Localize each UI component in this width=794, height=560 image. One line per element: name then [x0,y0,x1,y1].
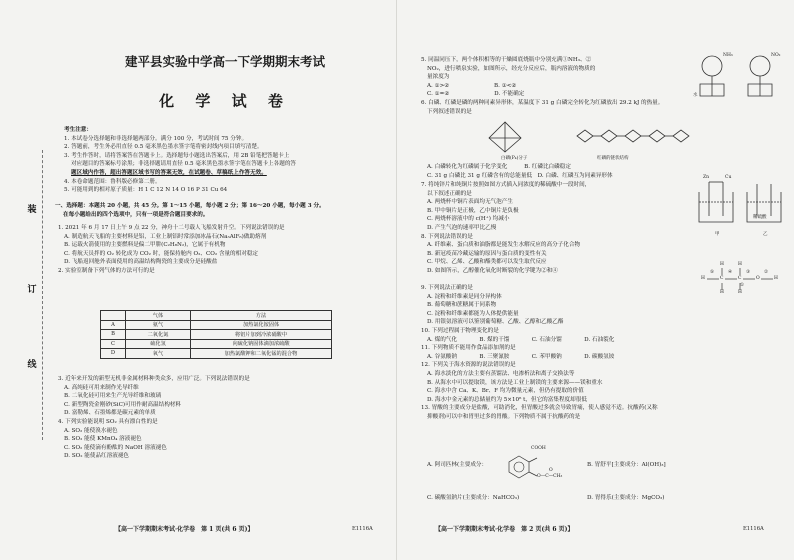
table-cell: A [101,320,126,330]
question-option: C. 将航天员拌的 O₂ 转化成为 CO₂ 时，能保持舱内 O₂、CO₂ 含量的相对稳定 [64,250,259,257]
structure-atom: H [720,262,724,267]
question-option: B. 运载火箭使用的主要燃料是偏二甲肼(C₂H₈N₂)，它属于有机物 [64,242,226,249]
question-option: C. 碳酸氢钠片(主要成分：NaHCO₃) [427,495,520,501]
question-option: D. 如图所示，乙醇催化氧化时断裂的化学键为②和④ [427,267,558,274]
question-option: D. SO₂ 能使品红溶液褪色 [64,453,130,460]
question-stem: 11. 下列物质不能用作食品添加剂的是 [421,345,516,352]
bond-number: ② [764,270,769,275]
binding-gutter [22,150,43,440]
table-header [101,311,126,321]
question-option: C. 两烧杯溶液中的 c(H⁺) 均减小 [427,216,510,223]
question-option: B. 二氧化硅可用来生产光导纤维和玻璃 [64,393,162,400]
table-header: 气体 [126,311,191,321]
question-stem: 4. 下列实验能说明 SO₂ 具有漂白性的是 [58,418,158,425]
galvanic-beaker-figure [695,178,787,230]
figure-caption: 红磷的链状结构 [597,156,629,161]
question-stem: 量浓度为 [427,74,450,81]
question-option: A. 阿司匹林(主要成分： [427,462,488,468]
question-option: B. 胃舒平[主要成分：Al(OH)₃] [587,462,666,468]
question-stem: 10. 下列过程属于物理变化的是 [421,327,499,334]
question-option: D. 飞船返回舱外表面使用的高温结构陶瓷的主要成分是硅酸盐 [64,259,218,266]
gutter-mark: 订 [22,285,42,295]
flask-label: NO₂ [771,53,781,58]
bond-number: ① [740,283,745,288]
table-cell: C [101,339,126,349]
question-option: C. 新型陶瓷金刚砂(SiC)可用作耐高温结构材料 [64,401,181,408]
structure-group: O—C—CH₃ [537,474,563,479]
table-cell: B [101,330,126,340]
structure-group: COOH [531,446,546,451]
beaker-label: 甲 [715,232,720,237]
question-stem: 3. 近年来开发的新型无机非金属材料种类众多，应用广泛。下列说法错误的是 [58,376,250,382]
table-row [101,320,332,330]
questions-7-8 [421,181,691,276]
table-cell: 二氧化氮 [126,330,191,340]
question-option: A. SO₂ 能使溴水褪色 [64,427,118,434]
question-option: B. 甲中铜片是正极，乙中铜片是负极 [427,207,519,214]
question-option: D. 富勒烯、石墨烯都是碳元素的单质 [64,410,156,417]
page-footer: 【高一下学期期末考试·化学卷 第 1 页(共 6 页)】 [115,526,254,533]
exam-page-2 [397,0,794,560]
question-stem: 1. 2021 年 6 月 17 日上午 9 点 22 分，神舟十二号载人飞船发射升空。下列说法错误的是 [58,225,285,231]
beaker-label: 乙 [763,232,768,237]
notice-line: 题区域内作答，超出答题区域书写的答案无效，在试题卷、草稿纸上作答无效。 [71,169,267,176]
bond-number: ⑤ [710,270,715,275]
figure-caption: 白磷(P₄)分子 [501,156,528,161]
bond-number: ③ [746,270,751,275]
question-option: D. 海水中金元素的总储量约为 5×10⁶ t，但它的富集程度却很低 [427,396,587,403]
question-option: B. SO₂ 能使 KMnO₄ 溶液褪色 [64,436,142,443]
question-option: A. 谷氨酸钠 B. 三聚氰胺 C. 苯甲酸钠 D. 碳酸氢铵 [427,353,615,360]
question-stem: 5. 同温同压下，两个体积相等的干燥圆底烧瓶中分别充满①NH₃、② [421,57,592,63]
question-stem: 7. 将纯锌片和纯铜片按照如图方式插入同浓度的稀硫酸中一段时间， [421,182,591,188]
table-cell: 氨气 [126,320,191,330]
gutter-mark: 线 [22,360,42,370]
table-cell: D [101,349,126,359]
questions-9-13 [421,284,789,422]
page-footer: 【高一下学期期末考试·化学卷 第 2 页(共 6 页)】 [435,526,574,533]
question-option: A. 两烧杯中铜片表面均无气泡产生 [427,199,513,206]
question-stem: 9. 下列说法正确的是 [421,285,473,291]
structure-atom: C [738,276,742,281]
question-option: A. 制造航天飞船的主要材料是铝，工业上制铝时常添加冰晶石(Na₃AlF₆)做助熔剂 [64,233,267,240]
notice-line: 1. 本试卷分选择题和非选择题两部分。满分 100 分，考试时间 75 分钟。 [64,135,248,142]
phosphorus-structures-figure [467,118,717,158]
question-6-stem [421,99,786,116]
question-option: A. 淀粉和纤维素是同分异构体 [427,293,502,300]
question-option: D. 产生气泡的速率甲比乙慢 [427,224,497,231]
questions-5-6 [421,56,691,99]
fountain-flask-figure [690,52,788,100]
question-stem: 以下叙述正确的是 [427,190,472,197]
question-stem: 13. 胃酸的主要成分是盐酸，可助消化，但胃酸过多就会导致胃痛，使人感觉不适。抗酸药(又称 [421,405,658,412]
question-option: A. 高纯硅可用来制作光导纤维 [64,384,139,391]
question-option: D. 用银氨溶液可以鉴别葡萄糖、乙酸、乙醇和乙酸乙酯 [427,319,564,326]
table-cell: 将铝片加到冷浓硝酸中 [191,330,332,340]
section-line: 在每小题给出的四个选项中，只有一项是符合题目要求的。 [63,211,209,218]
structure-atom: O [756,276,760,281]
beaker-label: 稀硫酸 [753,215,767,220]
structure-atom: H [738,262,742,267]
question-stem: 6. 白磷、红磷是磷的两种同素异形体，某温度下 31 g 白磷完全转化为红磷放出 29.2 kJ 的热量。 [421,100,664,106]
question-stem: 抑酸剂)可以中和胃里过多的胃酸。下列物质不属于抗酸药的是 [427,413,581,420]
notice-line: 5. 可能用到的相对原子质量：H 1 C 12 N 14 O 16 P 31 Cu 64 [64,187,228,194]
table-row [101,330,332,340]
gas-prep-table [100,310,332,359]
table-row [101,349,332,359]
question-option: C. 31 g 白磷比 31 g 红磷含有的总能量低 D. 白磷、红磷互为同素异形体 [427,172,613,179]
notice-block [64,126,389,195]
structure-atom: H [720,290,724,295]
structure-atom: H [701,276,705,281]
section-heading [55,202,390,219]
table-cell: 加热氯酸钾和二氧化锰的混合物 [191,349,332,359]
table-cell: 氧气 [126,349,191,359]
question-option: A. 白磷转化为红磷属于化学变化 B. 红磷比白磷稳定 [427,164,571,170]
table-cell: 硫化氢 [126,339,191,349]
table-row [101,339,332,349]
exam-title: 建平县实验中学高一下学期期末考试 [124,54,325,69]
beaker-label: Zn [703,175,710,180]
structure-atom: H [738,290,742,295]
questions-1-2 [58,224,388,276]
table-header-row [101,311,332,321]
question-stem: 2. 实验室制备下列气体的方法可行的是 [58,267,155,274]
structure-atom: H [774,276,778,281]
flask-label: 水 [693,93,698,98]
question-stem: 8. 下列说法错误的是 [421,233,473,240]
table-cell: 加热氯化铵固体 [191,320,332,330]
question-option: C. ①=② D. 不能确定 [427,91,525,98]
question-option: C. 甲烷、乙烯、乙酸和酯类都可以发生取代反应 [427,259,547,266]
structure-group: O [549,468,553,473]
table-header: 方法 [191,311,332,321]
exam-subject: 化 学 试 卷 [159,92,291,110]
page-code: E1116A [743,526,764,532]
question-option: C. 淀粉和纤维素都能为人体提供能量 [427,310,519,317]
question-stem: 12. 下列关于海水资源的说法错误的是 [421,362,516,369]
section-line: 一、选择题：本题共 20 小题，共 45 分。第 1～15 小题，每小题 2 分；第 16～20 小题，每小题 3 分。 [55,203,325,209]
notice-line: 3. 考生作答时，请将答案答在答题卡上。选择题每小题选出答案后，用 2B 铅笔把答题卡上 [64,152,290,159]
question-option: A. 煤的气化 B. 煤的干馏 C. 石油分馏 D. 石油裂化 [427,336,615,343]
notice-heading: 考生注意： [64,127,92,133]
question-stem: NO₂，进行喷泉实验，如图所示，经充分反应后，瓶内溶液的物质的 [427,65,596,72]
notice-line: 2. 答题前，考生务必用直径 0.5 毫米黑色墨水签字笔将密封线内项目填写清楚。 [64,144,263,151]
beaker-label: Cu [725,175,732,180]
question-option: A. 海水淡化的方法主要有蒸馏法、电渗析法和离子交换法等 [427,370,575,377]
question-option: B. 新冠疫苗冷藏运输的原因与蛋白质的变性有关 [427,250,547,257]
questions-3-4 [58,375,388,461]
flask-label: NH₃ [723,53,733,58]
question-option: A. 纤维素、蛋白质和油脂都是能发生水解反应的高分子化合物 [427,242,581,249]
question-option: B. 葡萄糖和蔗糖属于同系物 [427,302,497,309]
notice-line: 4. 本卷命题范围：鲁科版必修第二册。 [64,178,161,185]
question-option: D. 胃得乐(主要成分：MgCO₃) [587,495,665,501]
bond-number: ④ [728,270,733,275]
page-code: E1116A [352,526,373,532]
structure-atom: C [720,276,724,281]
question-option: C. 海水中含 Ca、K、Br、F 均为微量元素，但仍有提取的价值 [427,388,584,395]
notice-line: 对应题目的答案标号涂黑；非选择题请用直径 0.5 毫米黑色墨水签字笔在答题卡上各题的答 [71,161,297,168]
question-option: B. 从海水中可以提取镁，该方法是工业上制镁的主要来源——镁和重水 [427,379,603,386]
question-option: C. SO₂ 能使滴有酚酞的 NaOH 溶液褪色 [64,444,167,451]
question-option: A. ①>② B. ①<② [427,82,517,89]
aspirin-structure-figure [505,450,541,480]
table-cell: 向硫化钠固体滴加浓硫酸 [191,339,332,349]
question-stem: 下列叙述错误的是 [427,108,472,115]
gutter-mark: 装 [22,205,42,215]
